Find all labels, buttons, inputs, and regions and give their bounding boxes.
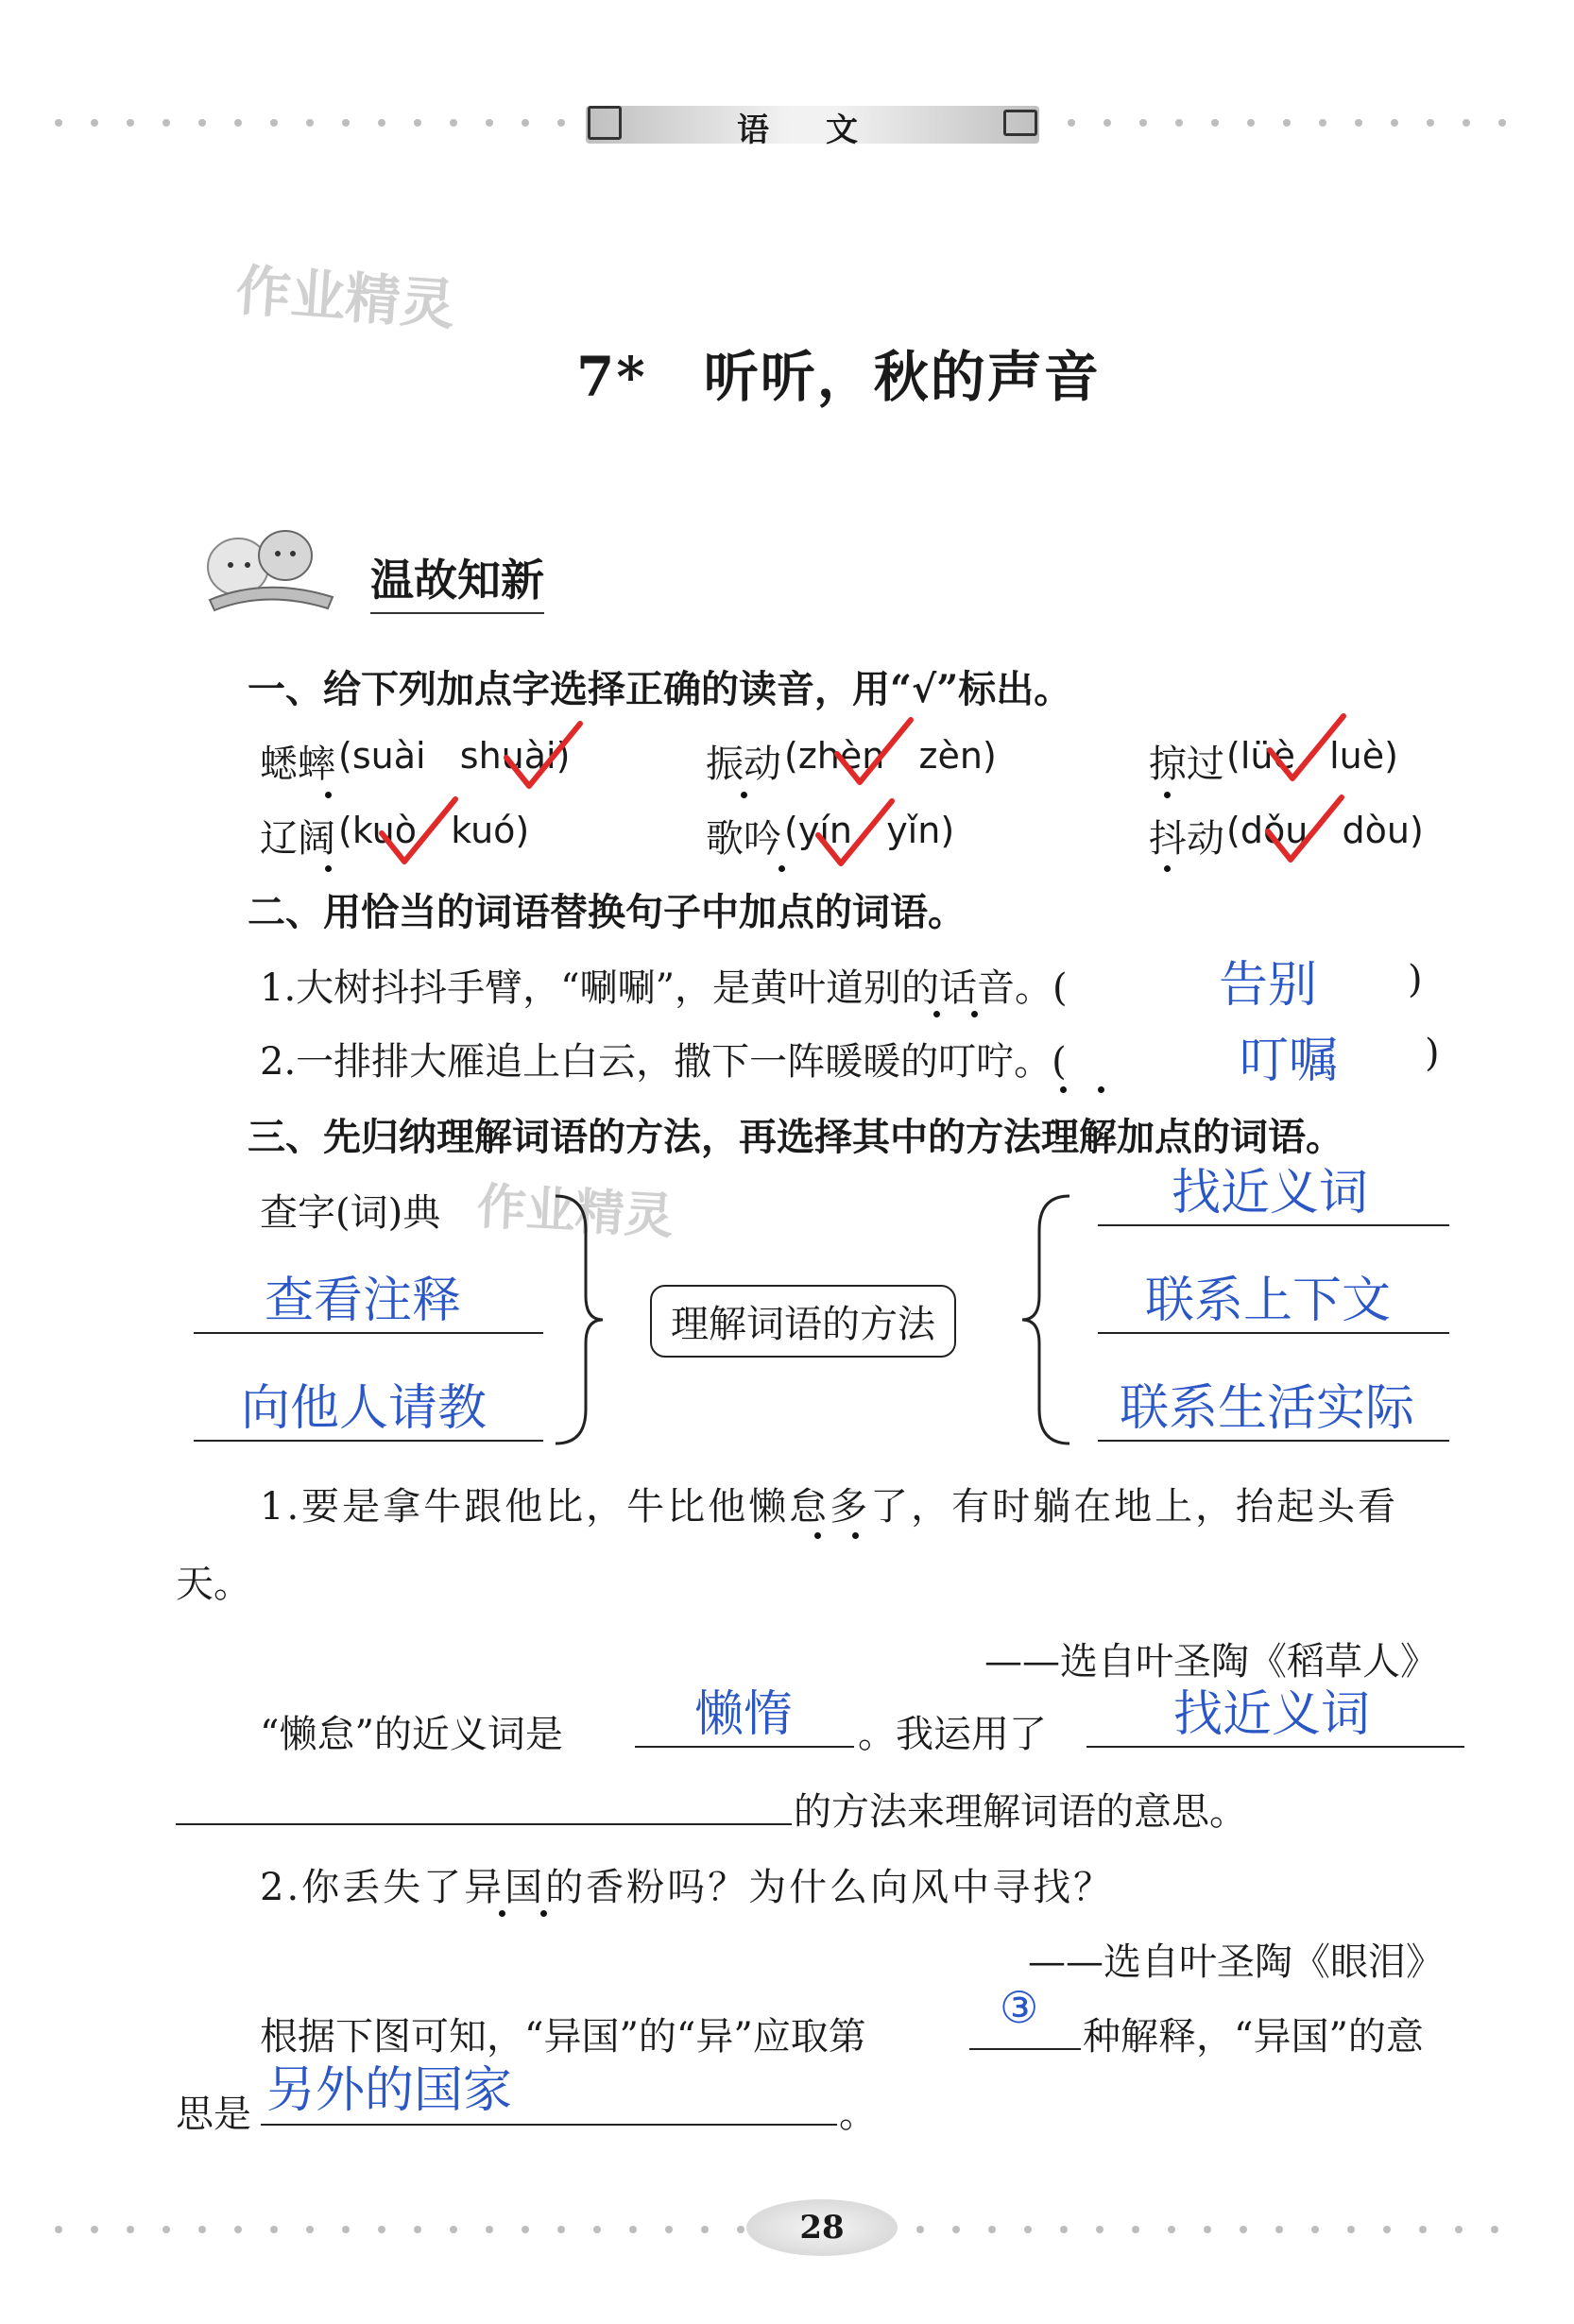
section-heading: 温故知新 (370, 546, 544, 614)
check-mark-icon (376, 794, 461, 869)
bottom-dotted-rule-right (916, 2226, 1527, 2233)
emphasis-dot (778, 865, 785, 872)
check-mark-icon (501, 718, 586, 794)
q1-prompt: 一、给下列加点字选择正确的读音，用“√”标出。 (248, 667, 1072, 711)
passage-1-question-c: 的方法来理解词语的意思。 (794, 1790, 1247, 1834)
emphasis-dot (325, 792, 332, 798)
answer-line (635, 1746, 854, 1748)
method-answer-right-2: 联系上下文 (1145, 1273, 1392, 1329)
page-number: 28 (746, 2199, 898, 2256)
method-center-box: 理解词语的方法 (650, 1285, 956, 1358)
watermark: 作业精灵 (233, 257, 457, 337)
emphasis-dot (1164, 865, 1171, 872)
answer-line (194, 1440, 543, 1442)
method-answer-left-1: 查看注释 (265, 1273, 462, 1329)
lesson-title: 7* 听听，秋的声音 (576, 345, 1101, 409)
q2-sentence-2: 2.一排排大雁追上白云，撒下一阵暖暖的叮咛。( (260, 1040, 1067, 1084)
q1-item-word: 蟋蟀 (260, 743, 335, 786)
subject-title: 语文 (737, 111, 915, 149)
emphasis-dot (852, 1532, 859, 1539)
answer-line (1098, 1440, 1449, 1442)
top-dotted-rule-right (1068, 119, 1534, 127)
right-brace (1020, 1192, 1077, 1447)
passage-2-end: 。 (839, 2093, 877, 2136)
answer-line (1086, 1746, 1464, 1748)
q2-answer-1: 告别 (1219, 957, 1318, 1014)
check-mark-icon (1262, 792, 1347, 867)
answer-line (1098, 1224, 1449, 1226)
passage-1-answer-method: 找近义词 (1173, 1686, 1371, 1743)
q1-item-word: 掠过 (1149, 743, 1224, 786)
passage-1-question-a: “懒怠”的近义词是 (260, 1713, 563, 1756)
check-mark-icon (813, 795, 898, 871)
method-answer-right-3: 联系生活实际 (1120, 1380, 1415, 1437)
book-icon-right (1003, 110, 1037, 136)
passage-1-answer-synonym: 懒惰 (694, 1686, 794, 1743)
emphasis-dot (1060, 1086, 1067, 1093)
emphasis-dot (499, 1910, 505, 1917)
answer-line (969, 2048, 1081, 2050)
q1-item-options: (zhèn zèn) (784, 735, 997, 777)
method-lookup-dictionary: 查字(词)典 (260, 1191, 441, 1235)
q1-item-word: 歌吟 (706, 817, 781, 861)
q3-prompt: 三、先归纳理解词语的方法，再选择其中的方法理解加点的词语。 (248, 1115, 1343, 1159)
q1-item-options: (kuò kuó) (338, 810, 530, 851)
passage-1-source: ——选自叶圣陶《稻草人》 (984, 1640, 1438, 1683)
emphasis-dot (1098, 1086, 1104, 1093)
bottom-dotted-rule (55, 2226, 773, 2233)
passage-2-question-b: 种解释，“异国”的意 (1083, 2015, 1424, 2059)
check-mark-icon (831, 714, 916, 790)
passage-1-question-b: 。我运用了 (858, 1713, 1047, 1756)
left-brace (548, 1192, 605, 1447)
emphasis-dot (933, 1011, 940, 1017)
q1-item-options: (yín yǐn) (784, 810, 955, 851)
passage-2-answer-meaning: 另外的国家 (266, 2062, 513, 2119)
q1-item-options: (dǒu dòu) (1226, 810, 1424, 851)
emphasis-dot (971, 1011, 978, 1017)
q1-item-word: 振动 (706, 743, 781, 786)
answer-line (194, 1332, 543, 1334)
answer-line (261, 2124, 837, 2126)
passage-2-answer-number: ③ (1000, 1982, 1039, 2033)
watermark: 作业精灵 (475, 1178, 676, 1246)
top-dotted-rule (55, 119, 593, 127)
passage-2-question-c: 思是 (176, 2093, 251, 2136)
answer-line (1098, 1332, 1449, 1334)
book-icon (588, 106, 622, 140)
emphasis-dot (540, 1910, 547, 1917)
kids-reading-icon (172, 510, 361, 614)
emphasis-dot (325, 865, 332, 872)
q2-prompt: 二、用恰当的词语替换句子中加点的词语。 (248, 890, 966, 934)
emphasis-dot (741, 792, 747, 798)
q2-sentence-1: 1.大树抖抖手臂，“唰唰”，是黄叶道别的话音。( (260, 966, 1068, 1010)
emphasis-dot (814, 1532, 821, 1539)
q2-close-1: ) (1408, 958, 1423, 1001)
check-mark-icon (1264, 710, 1349, 786)
q1-item-word: 抖动 (1149, 817, 1224, 861)
passage-2-line-1: 2.你丢失了异国的香粉吗？为什么向风中寻找？ (260, 1866, 1115, 1909)
q2-answer-2: 叮嘱 (1240, 1033, 1339, 1089)
method-answer-right-1: 找近义词 (1172, 1165, 1369, 1222)
passage-1-line-1: 1.要是拿牛跟他比，牛比他懒怠多了，有时躺在地上，抬起头看 (260, 1485, 1399, 1529)
emphasis-dot (1164, 792, 1171, 798)
q2-close-2: ) (1425, 1032, 1440, 1075)
q1-item-options: (lüè luè) (1226, 735, 1398, 777)
q1-item-word: 辽阔 (260, 817, 335, 861)
passage-1-line-2: 天。 (176, 1563, 251, 1606)
method-answer-left-2: 向他人请教 (241, 1380, 488, 1437)
answer-line (176, 1823, 792, 1825)
q1-item-options: (suài shuài) (338, 735, 571, 777)
passage-2-question-a: 根据下图可知，“异国”的“异”应取第 (260, 2015, 866, 2059)
passage-2-source: ——选自叶圣陶《眼泪》 (1028, 1940, 1444, 1984)
